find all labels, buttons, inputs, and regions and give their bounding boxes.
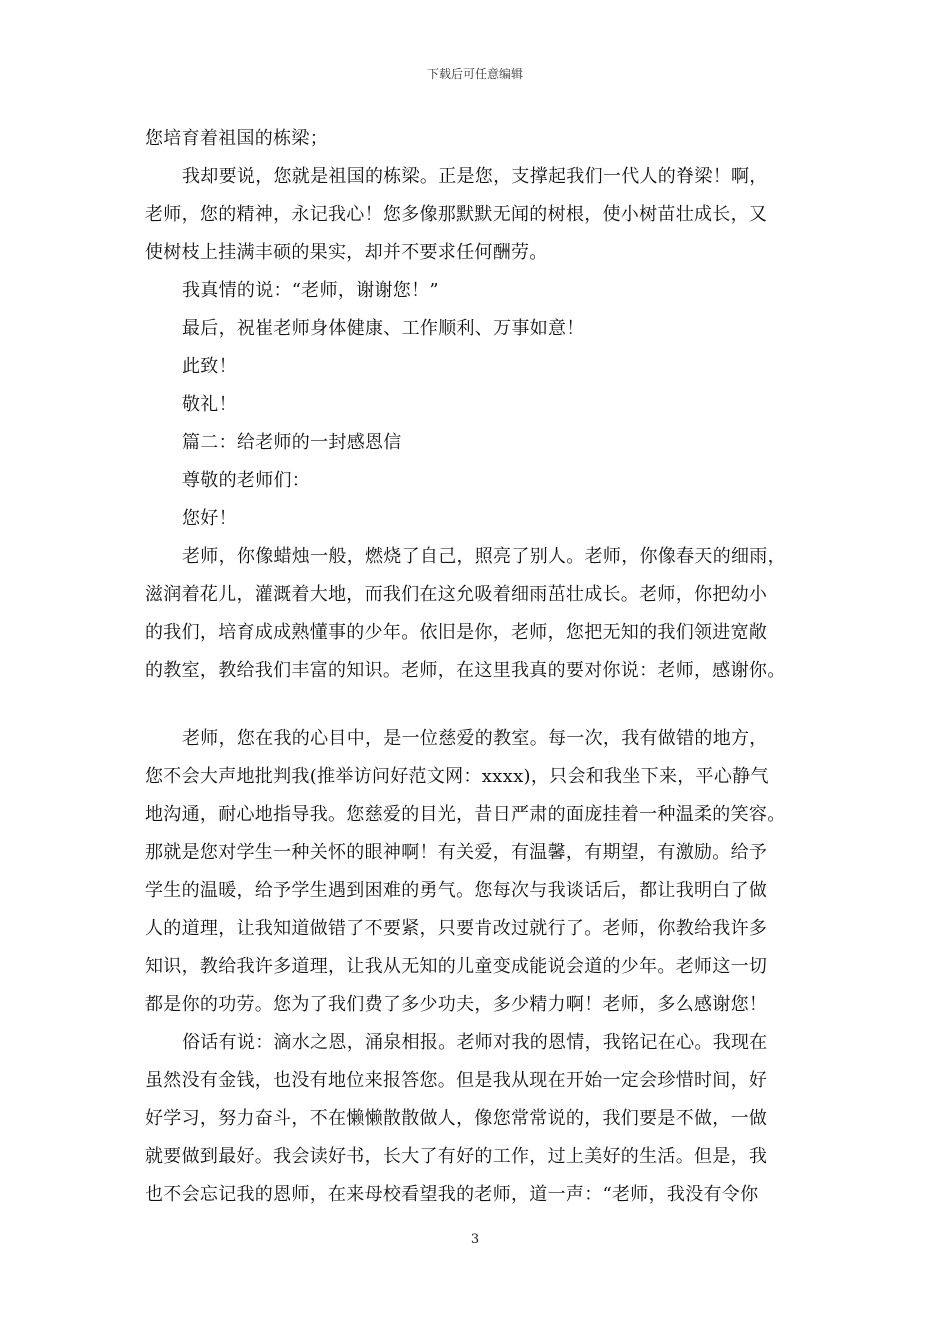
text-line: 我真情的说：“老师，谢谢您！” [182,280,439,301]
salutation: 尊敬的老师们： [182,470,311,491]
text-line: 地沟通，耐心地指导我。您慈爱的目光，昔日严肃的面庞挂着一种温柔的笑容。 [145,804,786,825]
text-line: 敬礼！ [182,394,237,415]
text-line: 最后，祝崔老师身体健康、工作顺利、万事如意！ [182,318,585,339]
text-line: 也不会忘记我的恩师，在来母校看望我的老师，道一声：“老师，我没有令你 [145,1184,759,1205]
greeting: 您好！ [182,508,237,529]
text-line: 使树枝上挂满丰硕的果实，却并不要求任何酬劳。 [145,242,548,263]
text-line: 我却要说，您就是祖国的栋梁。正是您，支撑起我们一代人的脊梁！啊， [182,166,768,187]
text-line: 老师，您的精神，永记我心！您多像那默默无闻的树根，使小树苗壮成长，又 [145,204,768,225]
text-line: 您不会大声地批判我(推举访问好范文网：xxxx)，只会和我坐下来，平心静气 [145,766,769,787]
text-line: 的教室，教给我们丰富的知识。老师，在这里我真的要对你说：老师，感谢你。 [145,660,786,681]
text-line: 此致！ [182,356,237,377]
text-line: 都是你的功劳。您为了我们费了多少功夫，多少精力啊！老师，多么感谢您！ [145,994,768,1015]
document-body [145,120,820,1214]
paragraph-gap [145,690,820,720]
text-line: 老师，您在我的心目中，是一位慈爱的教室。每一次，我有做错的地方， [182,728,768,749]
text-line: 学生的温暖，给予学生遇到困难的勇气。您每次与我谈话后，都让我明白了做 [145,880,768,901]
text-line: 老师，你像蜡烛一般，燃烧了自己，照亮了别人。老师，你像春天的细雨， [182,546,786,567]
text-line: 人的道理，让我知道做错了不要紧，只要肯改过就行了。老师，你教给我许多 [145,918,768,939]
text-line: 那就是您对学生一种关怀的眼神啊！有关爱，有温馨，有期望，有激励。给予 [145,842,768,863]
text-line: 滋润着花儿，灌溉着大地，而我们在这允吸着细雨茁壮成长。老师，你把幼小 [145,584,768,605]
text-line: 知识，教给我许多道理，让我从无知的儿童变成能说会道的少年。老师这一切 [145,956,768,977]
text-line: 您培育着祖国的栋梁； [145,128,328,149]
text-line: 的我们，培育成成熟懂事的少年。依旧是你，老师，您把无知的我们领进宽敞 [145,622,768,643]
page-number: 3 [470,1232,480,1247]
text-line: 俗话有说：滴水之恩，涌泉相报。老师对我的恩情，我铭记在心。我现在 [182,1032,768,1053]
section-title: 篇二：给老师的一封感恩信 [182,432,402,453]
text-line: 好学习，努力奋斗，不在懒懒散散做人，像您常常说的，我们要是不做，一做 [145,1108,768,1129]
text-line: 虽然没有金钱，也没有地位来报答您。但是我从现在开始一定会珍惜时间，好 [145,1070,768,1091]
page-header: 下载后可任意编辑 [426,67,523,81]
text-line: 就要做到最好。我会读好书，长大了有好的工作，过上美好的生活。但是，我 [145,1146,768,1167]
